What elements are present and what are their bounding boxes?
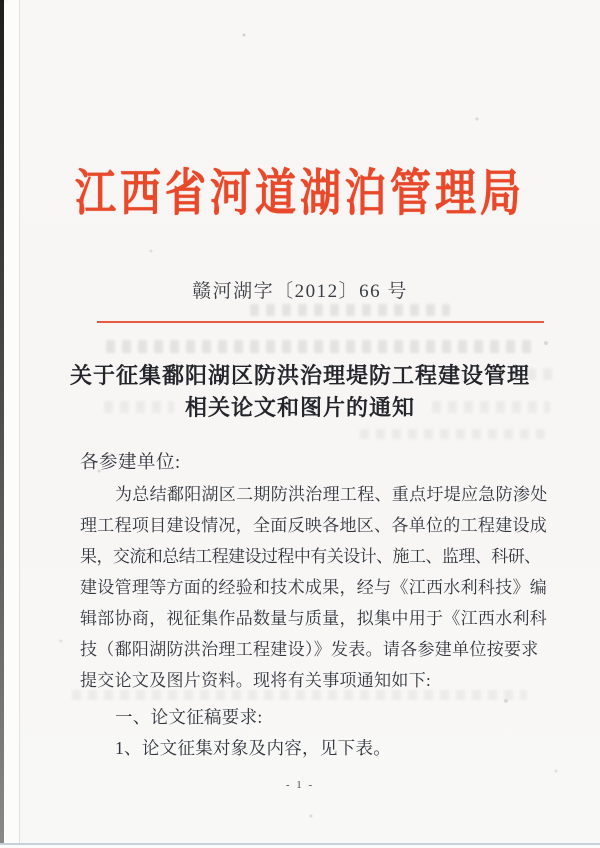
paragraph-line: 技（鄱阳湖防洪治理工程建设）》发表。请各参建单位按要求 [80,640,539,659]
paragraph-line: 果，交流和总结工程建设过程中有关设计、施工、监理、科研、 [80,547,541,566]
paragraph-line: 辑部协商，视征集作品数量与质量，拟集中用于《江西水利科 [80,609,548,628]
document-title [0,360,600,424]
scan-bottom-shadow-line [0,843,600,845]
paragraph-line: 建设管理等方面的经验和技术成果，经与《江西水利科技》编 [80,578,548,597]
paragraph-line: 为总结鄱阳湖区二期防洪治理工程、重点圩堤应急防渗处 [115,485,548,504]
list-item-1: 1、论文征集对象及内容，见下表。 [115,738,392,758]
letterhead-red-rule [97,321,544,323]
issuing-agency-letterhead: 江西省河道湖泊管理局 [75,164,525,222]
document-title-line2: 相关论文和图片的通知 [184,395,415,420]
salutation: 各参建单位: [80,453,181,473]
paragraph-line: 提交论文及图片资料。现将有关事项通知如下: [80,671,432,690]
paper-left-margin-edge [3,0,19,848]
section-heading: 一、论文征稿要求: [115,707,263,727]
bleed-through-artifact [106,340,536,353]
paragraph-line: 理工程项目建设情况，全面反映各地区、各单位的工程建设成 [80,516,548,535]
bleed-through-artifact [250,304,450,316]
bleed-through-artifact [360,429,545,439]
paper-noise-specks [0,0,2,2]
scan-seam-line [19,0,20,848]
scan-left-dark-edge [0,0,4,848]
document-reference-number: 赣河湖字〔2012〕66 号 [192,281,408,302]
page-number: - 1 - [285,779,315,791]
document-title-line1: 关于征集鄱阳湖区防洪治理堤防工程建设管理 [69,363,530,388]
document-body [80,448,546,764]
